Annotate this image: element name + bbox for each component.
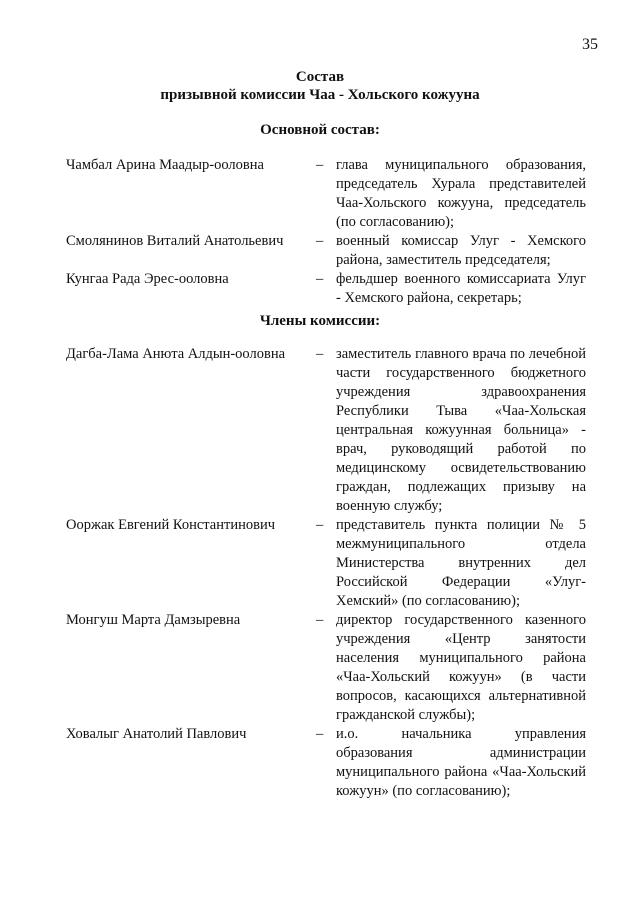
member-name: Дагба-Лама Анюта Алдын-ооловна [66, 346, 286, 362]
document-title [0, 68, 640, 104]
member-name: Кунгаа Рада Эрес-ооловна [66, 271, 229, 287]
dash-separator: – [316, 612, 324, 628]
list-item [66, 232, 586, 270]
page-number: 35 [582, 36, 598, 53]
member-name: Чамбал Арина Маадыр-ооловна [66, 157, 264, 173]
member-position: военный комиссар Улуг - Хемского района, заместитель председателя; [336, 233, 586, 268]
member-position: директор государственного казенного учреждения «Центр занятости населения муниципального района «Чаа-Хольский кожуун» (в части вопросов, касающихся альтернативной гражданской службы); [336, 612, 586, 723]
dash-separator: – [316, 726, 324, 742]
member-position: заместитель главного врача по лечебной части государственного бюджетного учреждения здравоохранения Республики Тыва «Чаа-Хольская центральная кожуунная больница» - врач, руководящий работой по медицинскому освидетельствованию граждан, подлежащих призыву на военную службу; [336, 346, 586, 514]
title-line-2: призывной комиссии Чаа - Хольского кожууна [160, 87, 480, 103]
dash-separator: – [316, 233, 324, 249]
dash-separator: – [316, 271, 324, 287]
main-composition-heading: Основной состав: [260, 122, 380, 138]
list-item [66, 611, 586, 725]
list-item [66, 270, 586, 308]
list-item [66, 345, 586, 516]
list-item [66, 725, 586, 801]
member-name: Смолянинов Виталий Анатольевич [66, 233, 284, 249]
member-name: Ооржак Евгений Константинович [66, 517, 276, 533]
member-position: глава муниципального образования, председатель Хурала представителей Чаа-Хольского кожууна, председатель (по согласованию); [336, 157, 586, 230]
member-position: фельдшер военного комиссариата Улуг - Хемского района, секретарь; [336, 271, 586, 306]
list-item [66, 156, 586, 232]
dash-separator: – [316, 157, 324, 173]
member-name: Монгуш Марта Дамзыревна [66, 612, 241, 628]
member-name: Ховалыг Анатолий Павлович [66, 726, 247, 742]
member-position: и.о. начальника управления образования администрации муниципального района «Чаа-Хольский кожуун» (по согласованию); [336, 726, 586, 799]
dash-separator: – [316, 346, 324, 362]
list-item [66, 516, 586, 611]
member-position: представитель пункта полиции № 5 межмуниципального отдела Министерства внутренних дел Российской Федерации «Улуг-Хемский» (по согласованию); [336, 517, 586, 609]
dash-separator: – [316, 517, 324, 533]
title-line-1: Состав [295, 69, 345, 85]
commission-members-list [66, 345, 586, 801]
commission-members-heading: Члены комиссии: [259, 313, 381, 329]
main-members-list [66, 156, 586, 308]
